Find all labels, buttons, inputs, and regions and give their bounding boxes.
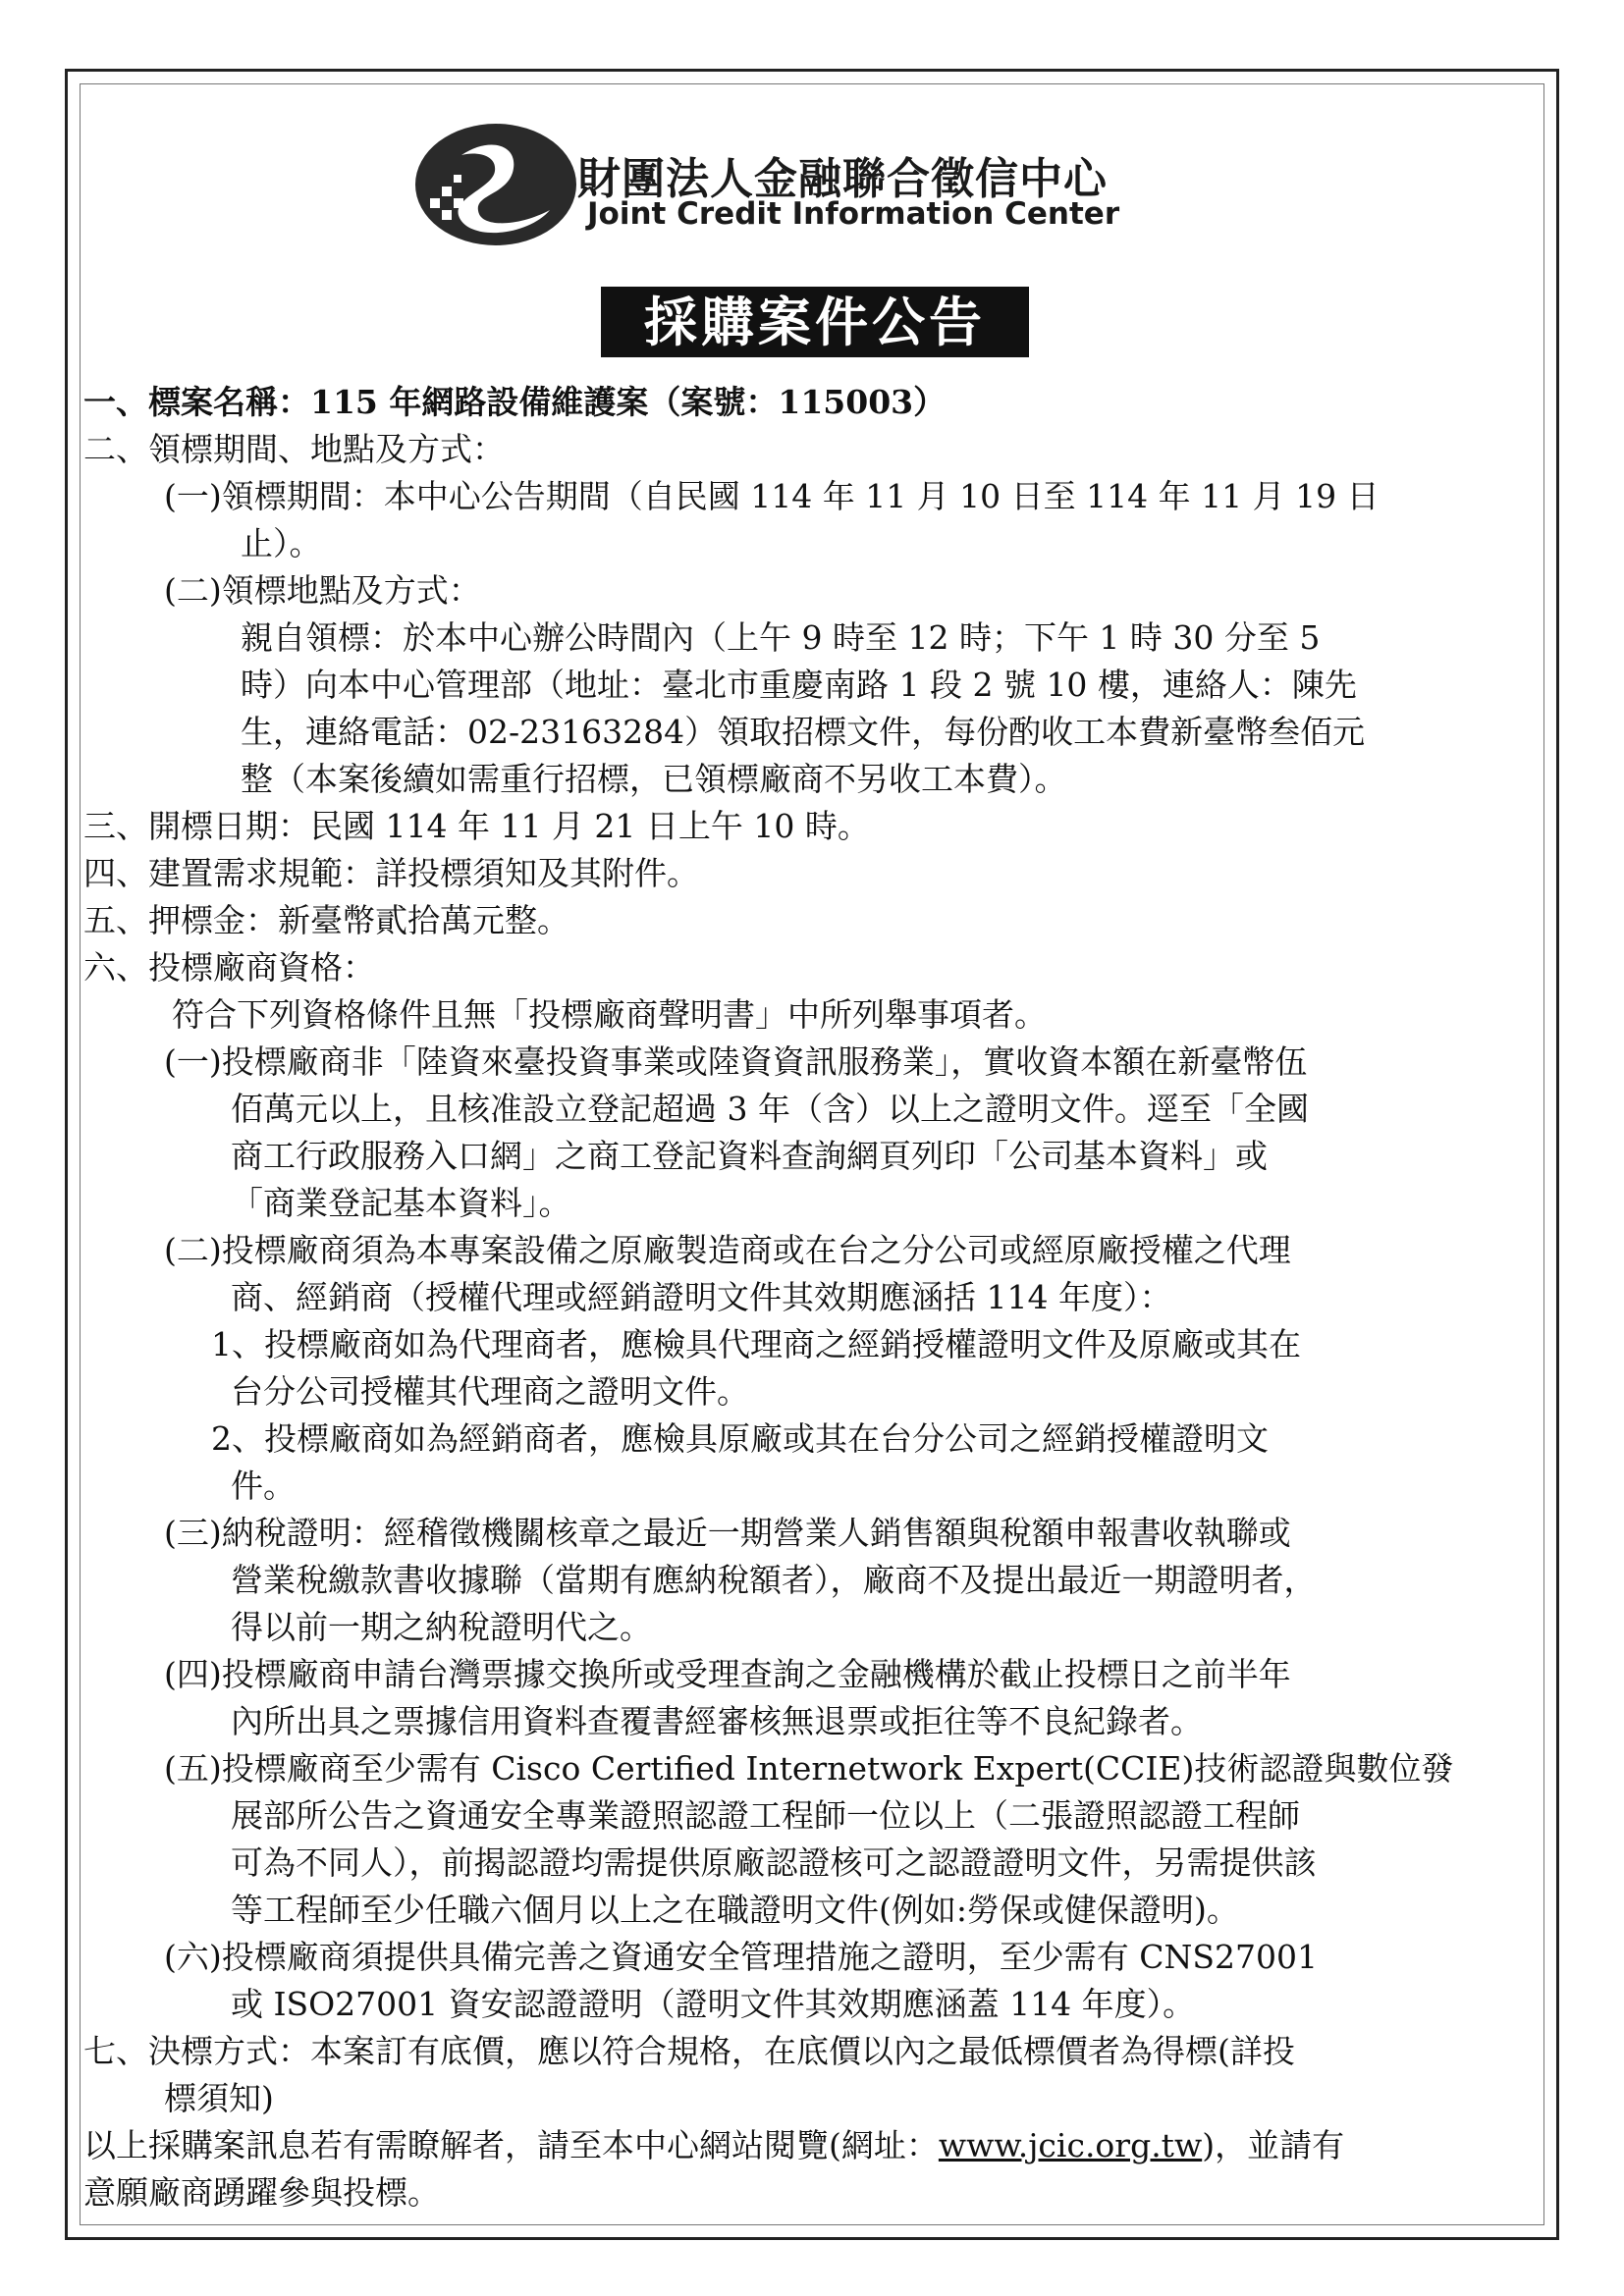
- item-4-requirements: 四、建置需求規範：詳投標須知及其附件。: [83, 854, 699, 892]
- item-6-heading: 六、投標廠商資格：: [83, 948, 375, 987]
- item-6-1-line4: 「商業登記基本資料」。: [231, 1184, 571, 1222]
- item-6-4-line2: 內所出具之票據信用資料查覆書經審核無退票或拒往等不良紀錄者。: [231, 1702, 1203, 1740]
- footer-text-after-url: )，並請有: [1202, 2126, 1345, 2164]
- org-name-en: Joint Credit Information Center: [587, 196, 1120, 232]
- item-6-5: (五)投標廠商至少需有 Cisco Certified Internetwork Expert(CCIE)技術認證與數位發: [164, 1749, 1454, 1788]
- org-name-zh: 財團法人金融聯合徵信中心: [577, 154, 1108, 204]
- footer-text-before-url: 以上採購案訊息若有需瞭解者，請至本中心網站閱覽(網址：: [83, 2126, 939, 2164]
- item-2-2-line2: 時）向本中心管理部（地址：臺北市重慶南路 1 段 2 號 10 樓，連絡人：陳先: [241, 666, 1357, 704]
- website-link[interactable]: www.jcic.org.tw: [938, 2126, 1203, 2164]
- item-6-3-line2: 營業稅繳款書收據聯（當期有應納稅額者），廠商不及提出最近一期證明者，: [231, 1561, 1317, 1599]
- item-6-1-line3: 商工行政服務入口網」之商工登記資料查詢網頁列印「公司基本資料」或: [231, 1137, 1268, 1175]
- item-6-2-sub1: 1、投標廠商如為代理商者，應檢具代理商之經銷授權證明文件及原廠或其在: [211, 1325, 1301, 1363]
- item-6-2-sub2-cont: 件。: [231, 1467, 296, 1505]
- item-1-tender-name: 一、標案名稱：115 年網路設備維護案（案號：115003）: [83, 383, 947, 421]
- item-7-cont: 標須知): [164, 2079, 274, 2117]
- item-3-opening-date: 三、開標日期：民國 114 年 11 月 21 日上午 10 時。: [83, 807, 870, 845]
- item-2-2: (二)領標地點及方式：: [164, 571, 481, 610]
- item-2-heading: 二、領標期間、地點及方式：: [83, 430, 505, 468]
- item-6-6: (六)投標廠商須提供具備完善之資通安全管理措施之證明，至少需有 CNS27001: [164, 1938, 1318, 1976]
- item-2-1: (一)領標期間：本中心公告期間（自民國 114 年 11 月 10 日至 114 年 11 月 19 日: [164, 477, 1380, 515]
- page-title: 採購案件公告: [601, 287, 1029, 357]
- jcic-logo-icon: [403, 116, 589, 253]
- item-2-1-cont: 止）。: [241, 524, 322, 562]
- item-2-2-line3: 生，連絡電話：02-23163284）領取招標文件，每份酌收工本費新臺幣叁佰元: [241, 713, 1366, 751]
- item-6-2-sub2: 2、投標廠商如為經銷商者，應檢具原廠或其在台分公司之經銷授權證明文: [211, 1419, 1269, 1458]
- item-6-4: (四)投標廠商申請台灣票據交換所或受理查詢之金融機構於截止投標日之前半年: [164, 1655, 1291, 1693]
- item-6-2-sub1-cont: 台分公司授權其代理商之證明文件。: [231, 1372, 749, 1411]
- item-2-2-line4: 整（本案後續如需重行招標，已領標廠商不另收工本費）。: [241, 760, 1067, 798]
- item-6-3: (三)納稅證明：經稽徵機關核章之最近一期營業人銷售額與稅額申報書收執聯或: [164, 1514, 1291, 1552]
- item-6-5-line2: 展部所公告之資通安全專業證照認證工程師一位以上（二張證照認證工程師: [231, 1796, 1300, 1835]
- item-2-2-line1: 親自領標：於本中心辦公時間內（上午 9 時至 12 時；下午 1 時 30 分至 5: [241, 618, 1321, 657]
- item-6-intro: 符合下列資格條件且無「投標廠商聲明書」中所列舉事項者。: [172, 995, 1047, 1034]
- announcement-body: [83, 379, 1537, 2216]
- item-6-5-line3: 可為不同人），前揭認證均需提供原廠認證核可之認證證明文件，另需提供該: [231, 1843, 1317, 1882]
- letterhead: [403, 116, 1208, 253]
- item-6-2-line2: 商、經銷商（授權代理或經銷證明文件其效期應涵括 114 年度）：: [231, 1278, 1172, 1316]
- item-6-6-line2: 或 ISO27001 資安認證證明（證明文件其效期應涵蓋 114 年度）。: [231, 1985, 1196, 2023]
- item-5-bid-bond: 五、押標金：新臺幣貳拾萬元整。: [83, 901, 569, 939]
- item-6-1-line2: 佰萬元以上，且核准設立登記超過 3 年（含）以上之證明文件。逕至「全國: [231, 1090, 1309, 1128]
- item-6-1: (一)投標廠商非「陸資來臺投資事業或陸資資訊服務業」，實收資本額在新臺幣伍: [164, 1042, 1308, 1081]
- item-6-5-line4: 等工程師至少任職六個月以上之在職證明文件(例如:勞保或健保證明)。: [231, 1891, 1239, 1929]
- item-6-3-line3: 得以前一期之納稅證明代之。: [231, 1608, 652, 1646]
- footer-line1: [83, 2122, 1537, 2169]
- item-6-2: (二)投標廠商須為本專案設備之原廠製造商或在台之分公司或經原廠授權之代理: [164, 1231, 1291, 1269]
- item-7-award-method: 七、決標方式：本案訂有底價，應以符合規格，在底價以內之最低標價者為得標(詳投: [83, 2032, 1295, 2070]
- footer-line2: 意願廠商踴躍參與投標。: [83, 2173, 440, 2212]
